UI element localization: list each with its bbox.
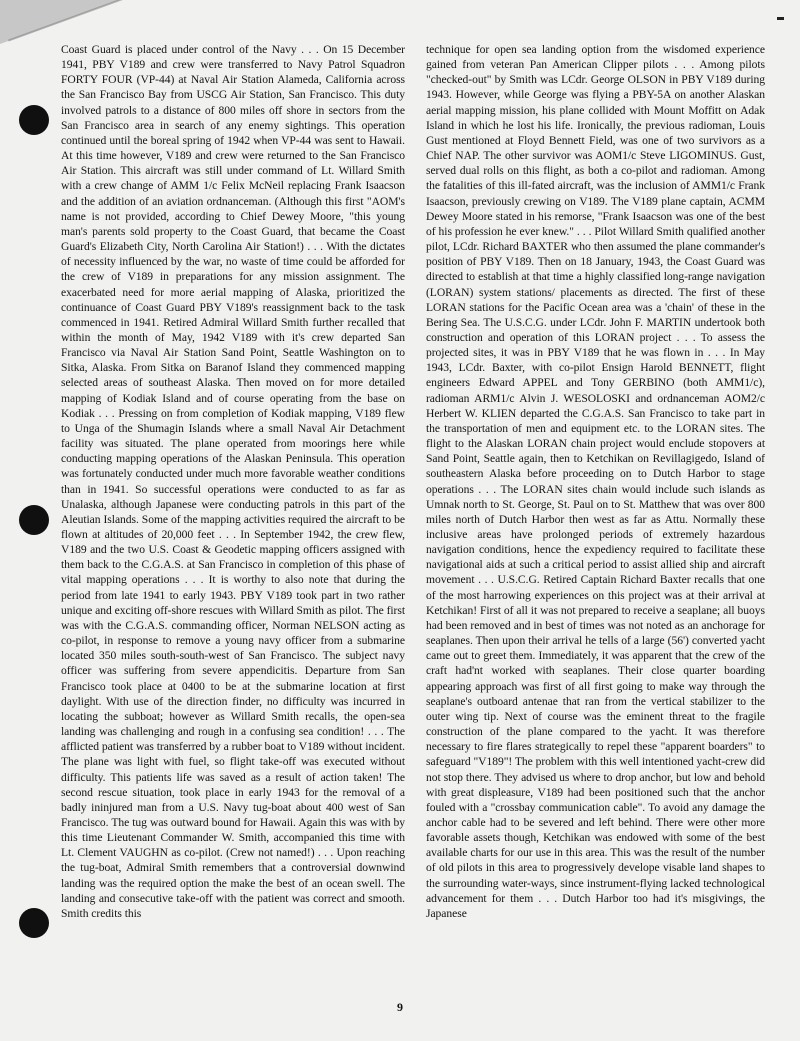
binder-hole-bottom	[19, 908, 49, 938]
binder-hole-top	[19, 105, 49, 135]
left-column	[61, 42, 405, 921]
left-column-text: Coast Guard is placed under control of the Navy . . . On 15 December 1941, PBY V189 and crew were transferred to Navy Patrol Squadron FORTY FOUR (VP-44) at Naval Air Station Alameda, California across the San Francisco Bay from USCG Air Station, San Francisco. This duty involved patrols to a distance of 800 miles off shore in sectors from the San Francisco area in search of any enemy sightings. This operation continued until the boreal spring of 1942 when VP-44 was sent to Hawaii. At this time however, V189 and crew were returned to the San Francisco Air Station. This aircraft was still under command of Lt. Willard Smith with a crew change of AMM 1/c Felix McNeil replacing Frank Isaacson and the addition of an aviation ordnanceman. (Although this first "AOM's name is not provided, according to Chief Dewey Moore, "this young man's parents sold property to the Coast Guard, that became the Coast Guard's Elizabeth City, North Carolina Air Station!) . . . With the dictates of necessity influenced by the war, no waste of time could be afforded for the crew of V189 in preparations for any mission assignment. The exacerbated need for more aerial mapping of Alaska, prioritized the continuance of Coast Guard PBY V189's reassignment back to the task commenced in 1941. Retired Admiral Willard Smith further recalled that within the month of May, 1942 V189 with it's crew departed San Francisco via Naval Air Station Sand Point, Seattle Washington on to Sitka, Alaska. From Sitka on Baranof Island they commenced mapping selected areas of southeast Alaska. Then moved on for more detailed mapping of Kodiak Island and of course operating from the base on Kodiak . . . Pressing on from completion of Kodiak mapping, V189 flew to Unga of the Shumagin Islands where a small Naval Air Detachment facility was situated. The plane operated from moorings here while conducting mapping operations of the Alaskan Peninsula. This operation was fortunately conducted under much more favorable weather conditions than in 1941. So successful operations were conducted to as far as Unalaska, although Japanese were conducting patrols in this part of the Aleutian Islands. Some of the mapping activities required the aircraft to be flown at altitudes of 20,000 feet . . . In September 1942, the crew flew, V189 and the two U.S. Coast & Geodetic mapping officers assigned with them back to the C.G.A.S. at San Francisco in completion of this phase of vital mapping operations . . . It is worthy to also note that during the period from late 1941 to early 1943. PBY V189 took part in two rather unique and exciting off-shore rescues with Willard Smith as pilot. The first was with the C.G.A.S. commanding officer, Norman NELSON acting as co-pilot, in response to remove a young navy officer from a submarine located 350 miles south-south-west of San Francisco. The subject navy officer was suffering from severe appendicitis. Departure from San Francisco took place at 0400 to be at the submarine location at first daylight. With use of the direction finder, no difficulty was incurred in locating the subboat; however as Willard Smith recalls, the open-sea landing was challenging and rough in a confusing sea condition! . . . The afflicted patient was transferred by a rubber boat to V189 without incident. The plane was light with fuel, so flight take-off was executed without difficulty. This patients life was saved as a result of action taken! The second rescue situation, took place in early 1943 for the removal of a badly ininjured man from a U.S. Navy tug-boat about 400 west of San Francisco. The tug was outward bound for Hawaii. Again this was with by this time Lieutenant Commander W. Smith, accompanied this time with Lt. Clement VAUGHN as co-pilot. (Crew not named!) . . . Upon reaching the tug-boat, Admiral Smith remembers that a controversial downwind landing was the required option the make the best of an ocean swell. The landing and consecutive take-off with the patient was correct and smooth. Smith credits this	[61, 43, 405, 920]
right-column	[426, 42, 765, 921]
edge-mark	[777, 17, 784, 20]
right-column-text: technique for open sea landing option from the wisdomed experience gained from veteran Pan American Clipper pilots . . . Among pilots "checked-out" by Smith was LCdr. George OLSON in PBY V189 during 1943. However, while George was flying a PBY-5A on another Alaskan aerial mapping mission, his plane collided with Mount Moffitt on Adak Island in which he lost his life. Ironically, the previous radioman, Louis Gust mentioned at Floyd Bennett Field, was one of two survivors as a Chief NAP. The other survivor was AOM1/c Steve LIGOMINUS. Gust, served dual rolls on this flight, as both a co-pilot and radioman. Among the fatalities of this ill-fated aircraft, was the inclusion of AMM1/c Frank Isaacson, previously crewing on V189. The V189 plane captain, ACMM Dewey Moore stated in his remorse, "Frank Isaacson was one of the best of his profession he ever knew." . . . Pilot Willard Smith qualified another pilot, LCdr. Richard BAXTER who then assumed the plane commander's position of PBY V189. Then on 18 January, 1943, the Coast Guard was directed to establish at that time a highly classified long-range navigation (LORAN) system stations/ placements as directed. The first of these LORAN stations for the Pacific Ocean area was a 'chain' of these in the Bering Sea. The U.S.C.G. under LCdr. John F. MARTIN undertook both construction and operation of this LORAN project . . . To assess the projected sites, it was in PBY V189 that he was flown in . . . In May 1943, LCdr. Baxter, with co-pilot Ensign Harold BENNETT, flight engineers Edward APPEL and Tony GERBINO (both AMM1/c), radioman ARM1/c Alvin J. WESOLOSKI and ordnanceman AOM2/c Herbert W. KLIEN departed the C.G.A.S. San Francisco to take part in the transportation of men and equipment etc. to the LORAN sites. The flight to the Alaskan LORAN chain project would enclude stopovers at Sand Point, Seattle again, then to Ketchikan on Revillagigedo, Island of southeastern Alaska before proceeding on to Dutch Harbor to stage operations . . . The LORAN sites chain would include such islands as Umnak north to St. George, St. Paul on to St. Matthew that was over 800 miles north of Dutch Harbor then west as far as Attu. Normally these inclusive areas have prolonged periods of extremely hazardous navigation conditions, hence the expediency required to facilitate these navigational aids at such a critical period to assist allied ship and aircraft movement . . . U.S.C.G. Retired Captain Richard Baxter recalls that one of the most harrowing experiences on this project was at their arrival at Ketchikan! First of all it was not prepared to receive a seaplane; all buoys had been removed and in best of times was not noted as an anchorage for seaplanes. Then upon their arrival he tells of a large (56') converted yacht came out to greet them. Immediately, it was apparent that the crew of the craft had'nt worked with seaplanes. Their close quarter boarding appearing approach was first of all first going to make way through the seaplane's outboard antenae that ran from the vertical stabilizer to the outer wing tip. Next of course was the eminent threat to the fragile construction of the plane compared to the yacht. It was therefore necessary to fire flares strategically to repel these "apparent boarders" to safeguard "V189"! The problem with this well intentioned yacht-crew did not stop there. They advised us where to drop anchor, but low and behold with great displeasure, V189 had been positioned such that the anchor fouled with a "crossbay communication cable". To avoid any damage the anchor cable had to be severed and left behind. There were other more favorable assets though, Ketchikan was endowed with some of the best available charts for our use in this area. This was the result of the number of old pilots in this area to progressively develope visable land shapes to the surrounding water-ways, since instrument-flying lacked technological advancement for them . . . Dutch Harbor too had it's misgivings, the Japanese	[426, 43, 765, 920]
binder-hole-middle	[19, 505, 49, 535]
page-number: 9	[397, 1000, 403, 1014]
